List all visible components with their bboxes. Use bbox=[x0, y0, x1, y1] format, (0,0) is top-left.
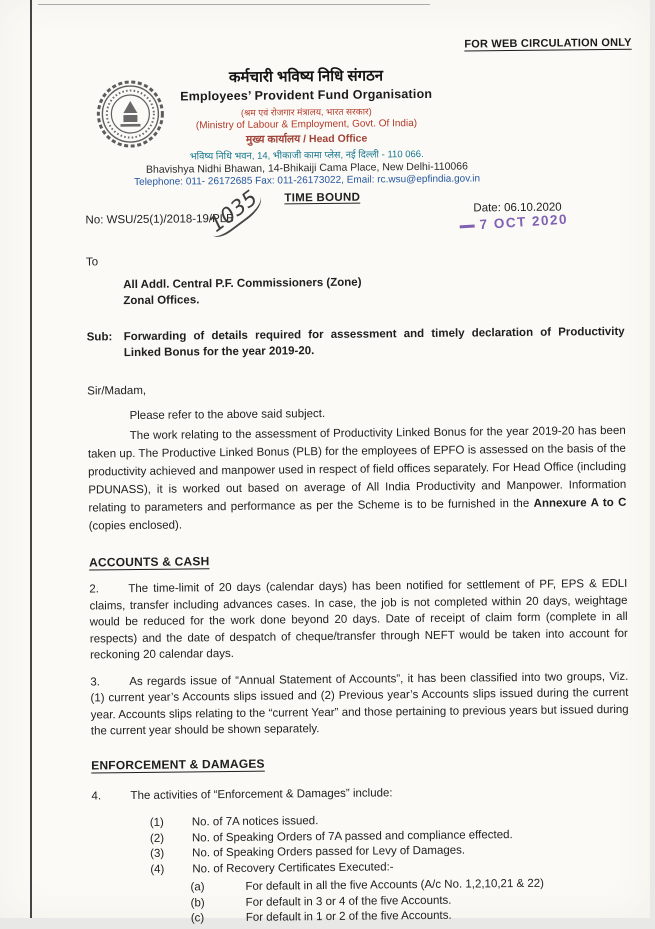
paragraph-2 bbox=[89, 576, 628, 664]
letterhead bbox=[0, 63, 647, 190]
paragraph-2-number: 2. bbox=[89, 583, 100, 596]
epfo-logo-icon bbox=[94, 78, 167, 151]
time-bound-label: TIME BOUND bbox=[284, 191, 361, 205]
recipient-line-1: All Addl. Central P.F. Commissioners (Zone) bbox=[123, 276, 362, 292]
contact-line: Telephone: 011- 26172685 Fax: 011-26173022, Email: rc.wsu@epfindia.gov.in bbox=[134, 173, 481, 188]
list-item-number: (1) bbox=[149, 816, 164, 829]
paragraph-4-text: The activities of “Enforcement & Damages” include: bbox=[130, 786, 393, 802]
subject-text: Forwarding of details required for assessment and timely declaration of Productivity Linked Bonus for the year 2019-20. bbox=[123, 325, 625, 360]
sublist-item-number: (a) bbox=[190, 881, 205, 894]
reference-number: No: WSU/25(1)/2018-19/PLB bbox=[85, 212, 234, 227]
stamp-date-text: 7 OCT 2020 bbox=[479, 211, 569, 233]
stamp-mark bbox=[460, 225, 475, 228]
paragraph-4-number: 4. bbox=[91, 789, 102, 802]
org-name-english: Employees’ Provident Fund Organisation bbox=[180, 86, 433, 104]
date-line: Date: 06.10.2020 bbox=[473, 201, 562, 215]
salutation: Sir/Madam, bbox=[87, 384, 147, 398]
ministry-hindi: (श्रम एवं रोजगार मंत्रालय, भारत सरकार) bbox=[240, 106, 372, 118]
paragraph-1-tail: (copies enclosed). bbox=[88, 519, 183, 533]
paragraph-1-text: The work relating to the assessment of Productivity Linked Bonus for the year 2019-20 has been taken up. The Productive Linked Bonus (PLB) for the employees of EPFO is assessed on the basis of the productivity achieved and manpower used in respect of field offices separately. For Head Office (including PDUNASS), it is worked out based on average of All India Productivity and Manpower. Information relating to parameters and performance as per the Scheme is to be furnished in the bbox=[87, 424, 627, 515]
head-office-line: मुख्य कार्यालय / Head Office bbox=[245, 132, 368, 146]
subject-row bbox=[87, 324, 625, 362]
paragraph-1 bbox=[88, 422, 627, 536]
sublist-item-text: For default in 3 or 4 of the five Accounts. bbox=[245, 894, 452, 909]
list-item-number: (2) bbox=[149, 832, 165, 845]
to-label: To bbox=[85, 256, 99, 269]
date-block bbox=[473, 201, 623, 247]
received-date-stamp bbox=[459, 212, 568, 234]
section-heading-enforcement-damages: ENFORCEMENT & DAMAGES bbox=[91, 756, 265, 772]
opening-line: Please refer to the above said subject. bbox=[129, 407, 326, 423]
list-item-text: No. of Recovery Certificates Executed:- bbox=[192, 860, 394, 875]
recipient-line-2: Zonal Offices. bbox=[123, 293, 200, 307]
subject-label: Sub: bbox=[86, 331, 113, 344]
paragraph-3-text: As regards issue of “Annual Statement of Accounts”, it has been classified into two groups, Viz. (1) current year’s Accounts slips issued and (2) Previous year’s Accounts slips issued during the current year. Accounts slips relating to the “current Year” and those pertaining to previous years but issued during the current year should be shown separately. bbox=[90, 670, 629, 738]
recovery-sublist bbox=[92, 876, 630, 928]
recipient-block bbox=[123, 273, 624, 309]
address-english: Bhavishya Nidhi Bhawan, 14-Bhikaiji Cama Place, New Delhi-110066 bbox=[145, 160, 468, 176]
org-name-hindi: कर्मचारी भविष्य निधि संगठन bbox=[228, 67, 384, 86]
sublist-item-number: (c) bbox=[190, 912, 205, 925]
paragraph-3 bbox=[90, 668, 629, 740]
paragraph-1-bold: Annexure A to C bbox=[533, 496, 627, 510]
list-item-text: No. of Speaking Orders of 7A passed and compliance effected. bbox=[191, 828, 513, 844]
letter-body bbox=[0, 251, 655, 929]
list-item-text: No. of Speaking Orders passed for Levy of Damages. bbox=[192, 844, 466, 860]
activities-list bbox=[92, 811, 631, 879]
sublist-item-number: (b) bbox=[190, 896, 205, 909]
sublist-item-text: For default in all the five Accounts (A/c No. 1,2,10,21 & 22) bbox=[245, 877, 545, 893]
address-hindi: भविष्य निधि भवन, 14, भीकाजी कामा प्लेस, नई दिल्ली - 110 066. bbox=[189, 148, 424, 163]
ministry-english: (Ministry of Labour & Employment, Govt. Of India) bbox=[195, 118, 418, 132]
paragraph-4 bbox=[91, 782, 629, 804]
sublist-item-text: For default in 1 or 2 of the five Accounts. bbox=[245, 909, 452, 924]
section-heading-accounts-cash: ACCOUNTS & CASH bbox=[88, 554, 210, 570]
paragraph-3-number: 3. bbox=[90, 675, 100, 688]
handwritten-diary-number: 1035 bbox=[201, 183, 266, 241]
list-item-text: No. of 7A notices issued. bbox=[191, 815, 319, 829]
list-item-number: (4) bbox=[150, 863, 165, 876]
circulation-notice: FOR WEB CIRCULATION ONLY bbox=[464, 36, 632, 51]
list-item-number: (3) bbox=[150, 847, 165, 860]
paragraph-2-text: The time-limit of 20 days (calendar days) has been notified for settlement of PF, EPS & EDLI claims, transfer including advances cases. In case, the job is not completed within 20 days, weightage would be reduced for the work done beyond 20 days. Date of receipt of claim form (complete in all respects) and the date of despatch of cheque/transfer through NEFT would be taken into account for reckoning 20 calendar days. bbox=[89, 577, 628, 662]
